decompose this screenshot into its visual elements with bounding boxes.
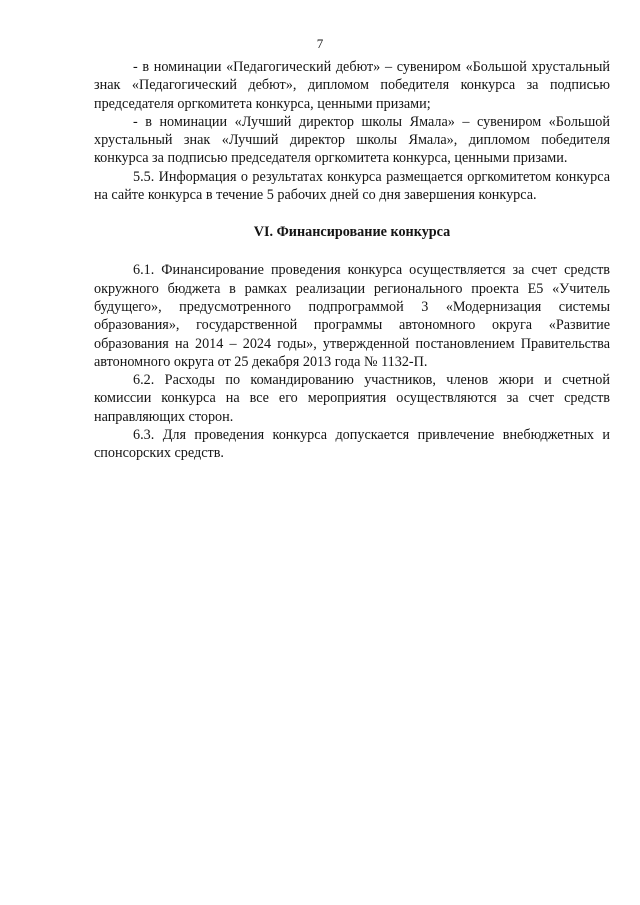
document-body <box>94 58 610 463</box>
paragraph-nomination-best-director: - в номинации «Лучший директор школы Ямала» – сувениром «Большой хрустальный знак «Лучший директор школы Ямала», дипломом победителя конкурса за подписью председателя оргкомитета конкурса, ценными призами. <box>94 113 610 167</box>
paragraph-6-3: 6.3. Для проведения конкурса допускается привлечение внебюджетных и спонсорских средств. <box>94 427 610 462</box>
paragraph-nomination-pedagogical-debut: - в номинации «Педагогический дебют» – сувениром «Большой хрустальный знак «Педагогический дебют», дипломом победителя конкурса за подписью председателя оргкомитета конкурса, ценными призами; <box>94 59 610 112</box>
section-heading <box>94 223 610 241</box>
paragraph-5-5: 5.5. Информация о результатах конкурса размещается оргкомитетом конкурса на сайте конкурса в течение 5 рабочих дней со дня завершения конкурса. <box>94 168 610 204</box>
section-number: VI. <box>253 224 274 241</box>
page-number: 7 <box>316 36 324 51</box>
paragraph-6-1: 6.1. Финансирование проведения конкурса осуществляется за счет средств окружного бюджета в рамках реализации регионального проекта Е5 «Учитель будущего», предусмотренного подпрограммой 3 «Модернизация системы образования», государственной программы автономного округа «Развитие образования на 2014 – 2024 годы», утвержденной постановлением Правительства автономного округа от 25 декабря 2013 года № 1132-П. <box>94 262 610 370</box>
section-title: Финансирование конкурса <box>276 224 451 241</box>
paragraph-6-2: 6.2. Расходы по командированию участников, членов жюри и счетной комиссии конкурса на все его мероприятия осуществляются за счет средств направляющих сторон. <box>94 372 610 425</box>
